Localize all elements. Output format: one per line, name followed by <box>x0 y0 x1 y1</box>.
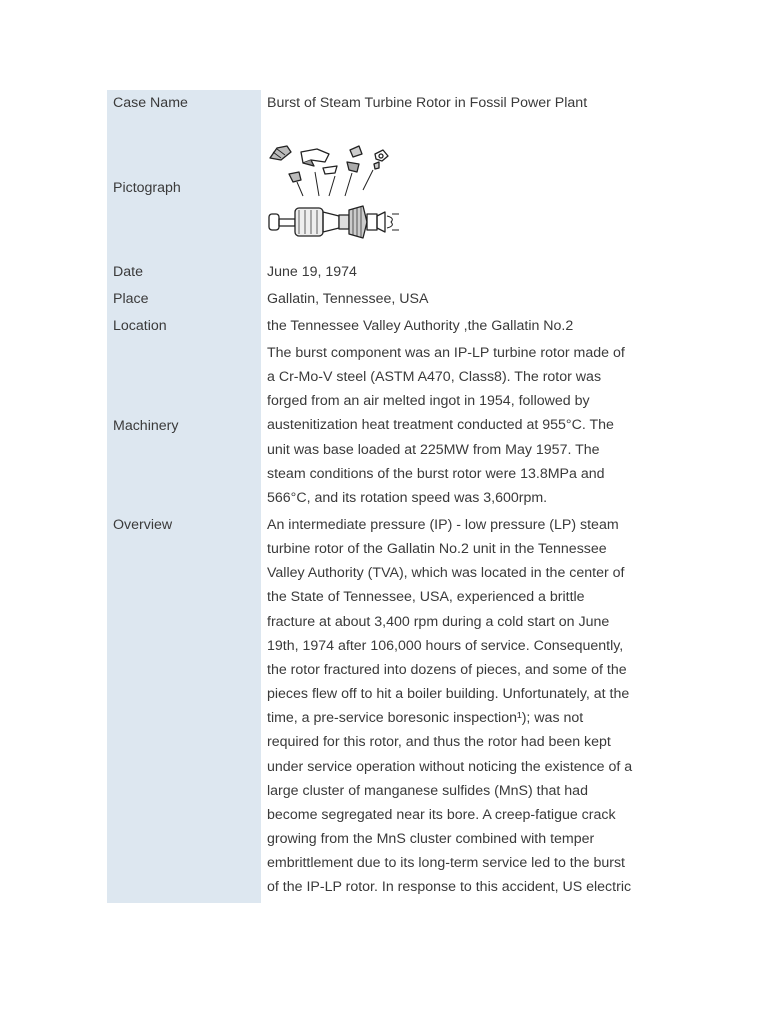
place-label: Place <box>113 291 149 307</box>
machinery-line: austenitization heat treatment conducted at 955°C. The <box>267 417 614 434</box>
overview-line: the rotor fractured into dozens of pieces, and some of the <box>267 661 627 678</box>
case-name-label: Case Name <box>113 95 188 111</box>
overview-line: become segregated near its bore. A creep-fatigue crack <box>267 806 616 823</box>
overview-line: under service operation without noticing the existence of a <box>267 758 633 775</box>
overview-line: required for this rotor, and thus the rotor had been kept <box>267 734 611 751</box>
machinery-line: a Cr-Mo-V steel (ASTM A470, Class8). The rotor was <box>267 369 602 386</box>
machinery-value <box>267 341 662 510</box>
label-column <box>107 90 261 903</box>
overview-line: large cluster of manganese sulfides (MnS) that had <box>267 782 588 799</box>
overview-line: 19th, 1974 after 106,000 hours of service. Consequently, <box>267 637 624 654</box>
date-label: Date <box>113 264 143 280</box>
location-label: Location <box>113 318 167 334</box>
machinery-label: Machinery <box>113 418 179 434</box>
machinery-line: steam conditions of the burst rotor were 13.8MPa and <box>267 465 605 482</box>
overview-line: of the IP-LP rotor. In response to this accident, US electric <box>267 879 632 896</box>
overview-value <box>267 513 662 900</box>
turbine-rotor-pictograph <box>267 140 401 240</box>
machinery-line: The burst component was an IP-LP turbine rotor made of <box>267 345 625 361</box>
machinery-line: forged from an air melted ingot in 1954, followed by <box>267 393 590 410</box>
overview-line: pieces flew off to hit a boiler building. Unfortunately, at the <box>267 686 630 703</box>
location-value: the Tennessee Valley Authority ,the Gallatin No.2 <box>267 318 574 334</box>
overview-label: Overview <box>113 517 173 533</box>
date-value: June 19, 1974 <box>267 264 357 280</box>
place-value: Gallatin, Tennessee, USA <box>267 291 429 307</box>
machinery-line: unit was base loaded at 225MW from May 1957. The <box>267 441 600 458</box>
overview-line: An intermediate pressure (IP) - low pressure (LP) steam <box>267 517 619 533</box>
overview-line: time, a pre-service boresonic inspection¹); was not <box>267 710 584 727</box>
overview-line: growing from the MnS cluster combined with temper <box>267 831 595 848</box>
pictograph-label: Pictograph <box>113 180 181 196</box>
overview-line: the State of Tennessee, USA, experienced a brittle <box>267 589 585 606</box>
overview-line: Valley Authority (TVA), which was located in the center of <box>267 565 625 582</box>
case-table <box>107 90 667 903</box>
overview-line: turbine rotor of the Gallatin No.2 unit in the Tennessee <box>267 541 607 558</box>
case-name-value: Burst of Steam Turbine Rotor in Fossil Power Plant <box>267 95 588 111</box>
overview-line: fracture at about 3,400 rpm during a cold start on June <box>267 613 610 630</box>
overview-line: embrittlement due to its long-term service led to the burst <box>267 855 625 872</box>
machinery-line: 566°C, and its rotation speed was 3,600rpm. <box>267 489 548 506</box>
